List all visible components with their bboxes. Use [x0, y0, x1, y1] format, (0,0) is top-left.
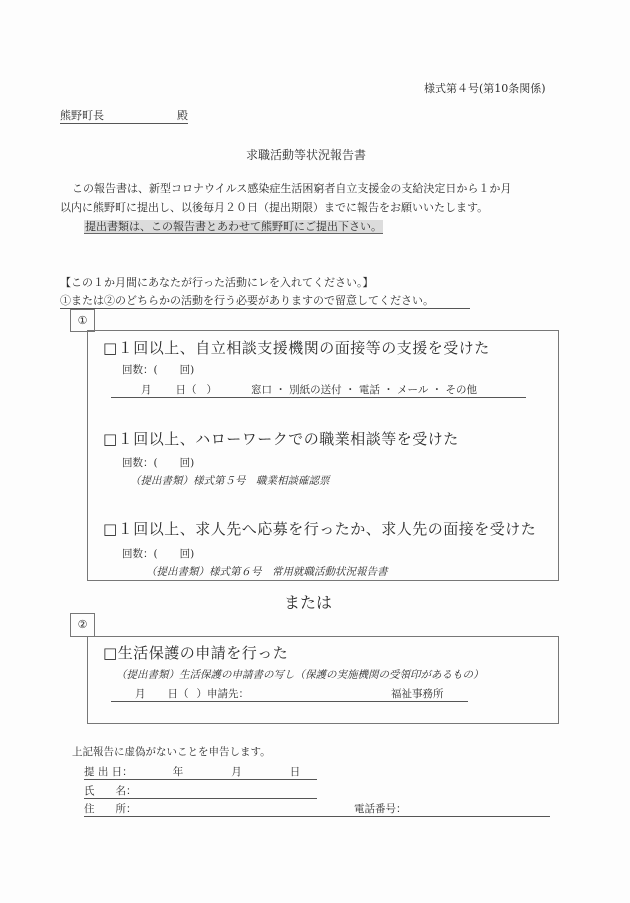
contact-methods: 窓口 ・ 別紙の送付 ・ 電話 ・ メール ・ その他: [251, 384, 477, 396]
address-label: 住 所：: [84, 803, 137, 815]
checkbox-icon[interactable]: □: [103, 339, 118, 357]
name-field[interactable]: [84, 783, 317, 799]
or-separator: または: [284, 593, 333, 612]
submit-date-label: 提 出 日：: [84, 766, 133, 778]
activity-title: １回以上、自立相談支援機関の面接等の支援を受けた: [117, 339, 490, 357]
instruction-line-2: ①または②のどちらかの活動を行う必要がありますので留意してください。: [60, 292, 470, 309]
activity-item-2[interactable]: [103, 428, 459, 449]
submission-notice: 提出書類は、この報告書とあわせて熊野町にご提出下さい。: [85, 220, 382, 233]
count-field-2[interactable]: 回数：( 回): [122, 457, 195, 469]
activity-item-3[interactable]: [103, 518, 536, 539]
page-title: 求職活動等状況報告書: [246, 148, 367, 162]
form-number: 様式第４号(第10条関係): [424, 82, 546, 95]
section-1-label: ①: [70, 309, 95, 332]
month-label: 月: [135, 688, 146, 700]
intro-line-2: 以内に熊野町に提出し、以後毎月２０日（提出期限）までに報告をお願いいたします。: [60, 201, 489, 214]
month-label: 月: [141, 384, 152, 396]
checkbox-icon[interactable]: □: [103, 430, 118, 448]
required-documents-2: （提出書類）様式第５号 職業相談確認票: [130, 475, 330, 487]
instruction-line-1: 【この１か月間にあなたが行った活動にレを入れてください。】: [60, 276, 374, 289]
applied-to-label: 申請先：: [207, 688, 249, 700]
declaration-statement: 上記報告に虚偽がないことを申告します。: [72, 746, 271, 758]
count-field-1[interactable]: 回数：( 回): [122, 364, 195, 376]
required-documents-3: （提出書類）様式第６号 常用就職活動状況報告書: [146, 566, 388, 578]
checkbox-icon[interactable]: □: [103, 520, 118, 538]
activity-title: １回以上、ハローワークでの職業相談等を受けた: [117, 430, 459, 448]
required-documents-welfare: （提出書類）生活保護の申請書の写し（保護の実施機関の受領印があるもの）: [116, 669, 484, 681]
intro-line-1: この報告書は、新型コロナウイルス感染症生活困窮者自立支援金の支給決定日から１か月: [72, 182, 512, 195]
submit-date-field[interactable]: 提 出 日： 年 月 日: [84, 764, 317, 780]
name-label: 氏 名：: [84, 785, 137, 797]
count-field-3[interactable]: 回数：( 回): [122, 548, 195, 560]
phone-label: 電話番号：: [354, 803, 407, 815]
addressee-honorific: 殿: [177, 109, 188, 122]
contact-detail-line[interactable]: 月 日（ ） 窓口 ・ 別紙の送付 ・ 電話 ・ メール ・ その他: [111, 382, 526, 398]
address-field[interactable]: [84, 801, 550, 817]
activity-title: 生活保護の申請を行った: [117, 644, 289, 662]
day-label: 日（: [175, 384, 197, 396]
activity-title: １回以上、求人先へ応募を行ったか、求人先の面接を受けた: [117, 520, 537, 538]
addressee-line: [60, 107, 188, 124]
section-2-label: ②: [70, 613, 95, 637]
activity-item-1[interactable]: [103, 337, 490, 358]
application-detail-line[interactable]: 月 日（ ）申請先： 福祉事務所: [111, 686, 468, 702]
addressee: 熊野町長: [60, 109, 104, 122]
day-label: 日（: [167, 688, 189, 700]
welfare-office-label: 福祉事務所: [391, 688, 444, 700]
welfare-application-item[interactable]: [103, 642, 288, 663]
checkbox-icon[interactable]: □: [103, 644, 118, 662]
